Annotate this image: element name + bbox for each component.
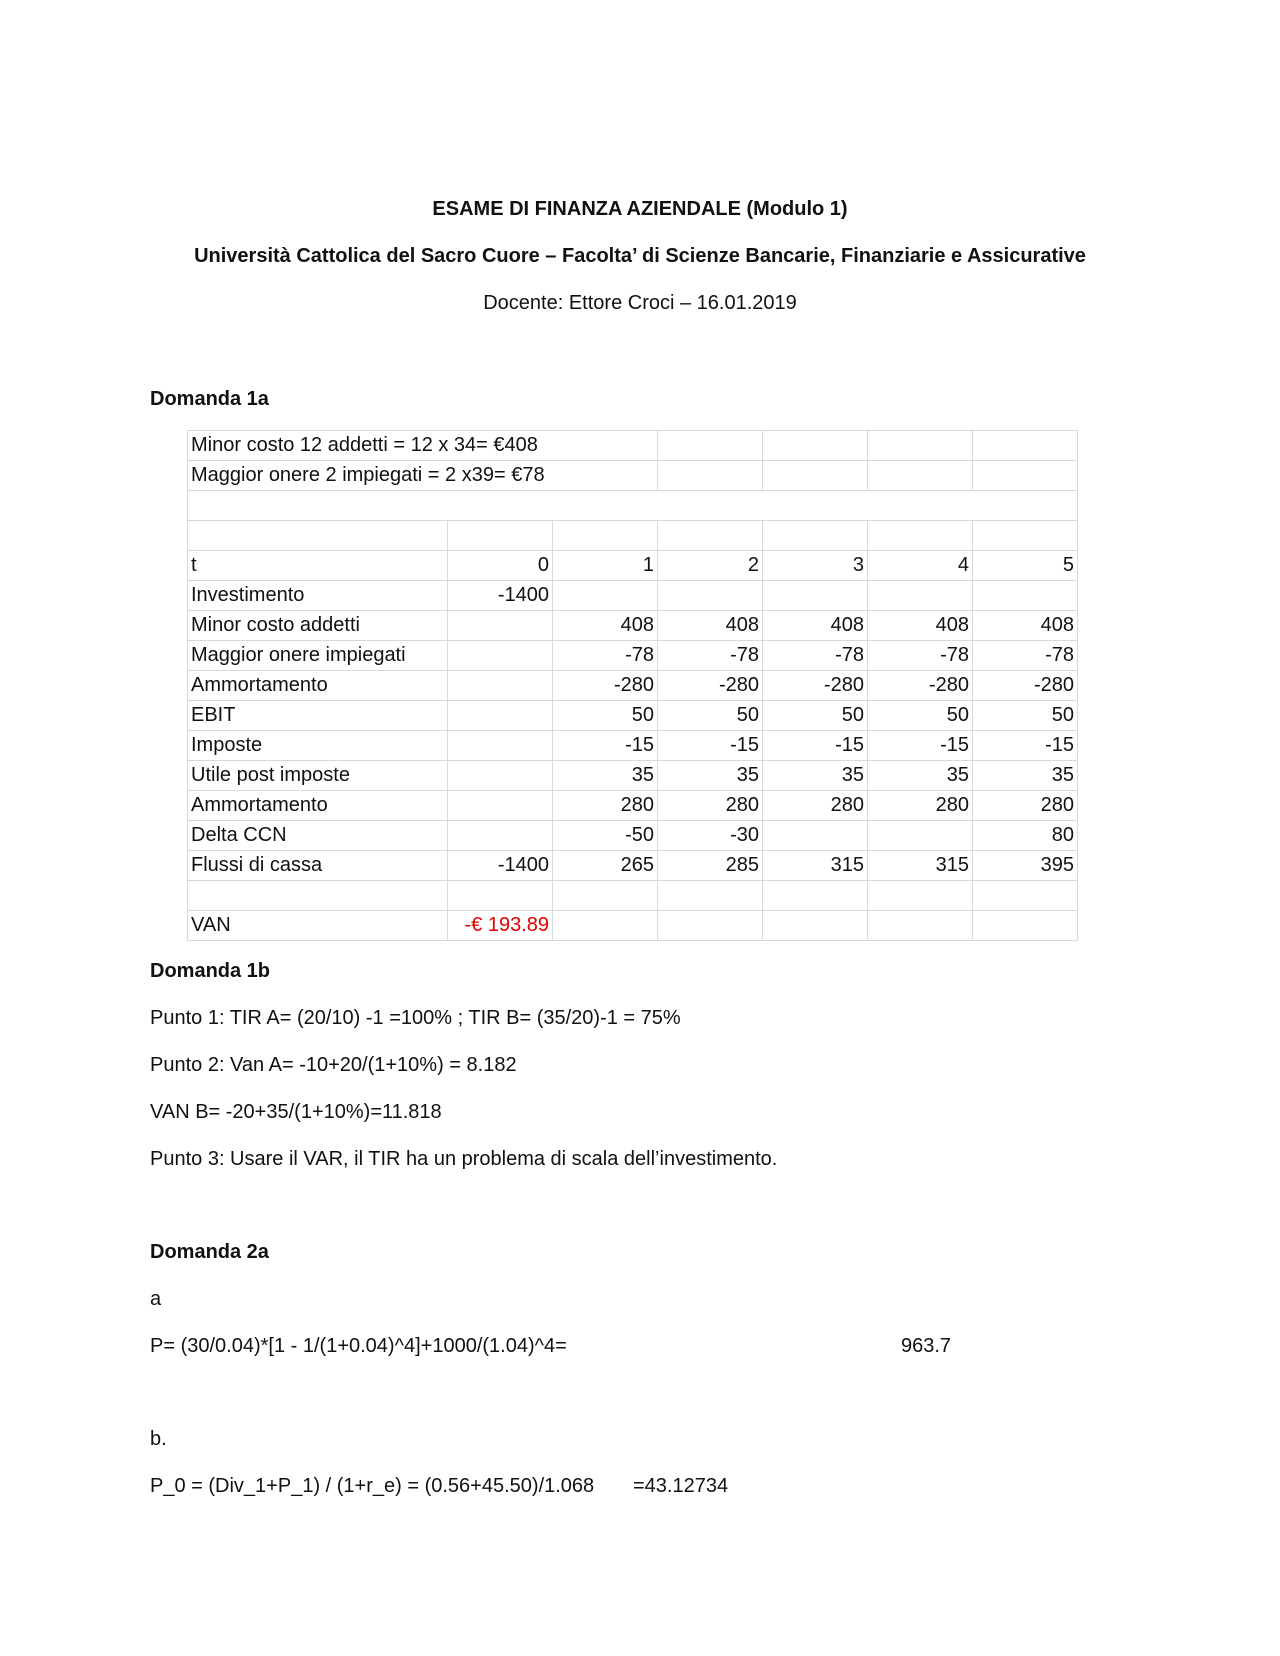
cell: [448, 821, 553, 851]
cell: -1400: [448, 851, 553, 881]
cell: 265: [553, 851, 658, 881]
heading-domanda-2a: Domanda 2a: [150, 1241, 269, 1263]
cell: [868, 821, 973, 851]
cell: [763, 581, 868, 611]
cell: 395: [973, 851, 1078, 881]
cell: -280: [658, 671, 763, 701]
table-row: [188, 821, 1078, 851]
note-minor-costo: Minor costo 12 addetti = 12 x 34= €408: [188, 431, 658, 461]
note-row-2: [188, 461, 1078, 491]
cell: -78: [553, 641, 658, 671]
heading-domanda-1b: Domanda 1b: [150, 960, 271, 982]
cell: [448, 731, 553, 761]
part-b-formula: P_0 = (Div_1+P_1) / (1+r_e) = (0.56+45.50)/1.068: [150, 1475, 595, 1497]
cell: -280: [973, 671, 1078, 701]
cell: -78: [658, 641, 763, 671]
van-label: VAN: [188, 911, 448, 941]
cell: [763, 821, 868, 851]
cell: 408: [868, 611, 973, 641]
cell: -50: [553, 821, 658, 851]
part-a-label: a: [150, 1288, 162, 1310]
cell: 35: [658, 761, 763, 791]
cell: [973, 581, 1078, 611]
cell: 35: [973, 761, 1078, 791]
cell: 2: [658, 551, 763, 581]
table-row: [188, 611, 1078, 641]
empty-row: [188, 521, 1078, 551]
cell: -15: [868, 731, 973, 761]
cell: 280: [868, 791, 973, 821]
cell: 408: [763, 611, 868, 641]
cell: -78: [973, 641, 1078, 671]
cell: 285: [658, 851, 763, 881]
row-label: Ammortamento: [188, 671, 448, 701]
cell: 408: [658, 611, 763, 641]
cell: 408: [553, 611, 658, 641]
part-b-result: =43.12734: [633, 1475, 729, 1497]
cell: -15: [763, 731, 868, 761]
row-label: Delta CCN: [188, 821, 448, 851]
cell: [448, 611, 553, 641]
cash-flow-table: [187, 430, 1078, 941]
empty-row: [188, 881, 1078, 911]
cell: 50: [763, 701, 868, 731]
cell: 315: [868, 851, 973, 881]
table-row: [188, 641, 1078, 671]
cell: -280: [553, 671, 658, 701]
punto-3: Punto 3: Usare il VAR, il TIR ha un problema di scala dell’investimento.: [150, 1148, 778, 1170]
row-label: EBIT: [188, 701, 448, 731]
university-line: Università Cattolica del Sacro Cuore – Facolta’ di Scienze Bancarie, Finanziarie e Assicurative: [194, 245, 1086, 267]
punto-2: Punto 2: Van A= -10+20/(1+10%) = 8.182: [150, 1054, 517, 1076]
cell: 50: [868, 701, 973, 731]
cell: [448, 641, 553, 671]
table-row: [188, 761, 1078, 791]
heading-domanda-1a: Domanda 1a: [150, 388, 269, 410]
cell: -30: [658, 821, 763, 851]
cell: [448, 701, 553, 731]
cell: 408: [973, 611, 1078, 641]
row-label: Imposte: [188, 731, 448, 761]
row-label: Minor costo addetti: [188, 611, 448, 641]
cell: -15: [973, 731, 1078, 761]
cell: 50: [973, 701, 1078, 731]
cell: [868, 581, 973, 611]
van-value: -€ 193.89: [448, 911, 553, 941]
cell: 4: [868, 551, 973, 581]
table-row: [188, 581, 1078, 611]
cell: 315: [763, 851, 868, 881]
part-a-result: 963.7: [901, 1335, 952, 1357]
cell: 5: [973, 551, 1078, 581]
table-row: [188, 671, 1078, 701]
exam-title: ESAME DI FINANZA AZIENDALE (Modulo 1): [432, 198, 848, 220]
table-row: [188, 731, 1078, 761]
row-label: Flussi di cassa: [188, 851, 448, 881]
cell: -15: [658, 731, 763, 761]
cell: 0: [448, 551, 553, 581]
cell: [553, 581, 658, 611]
cell: [448, 761, 553, 791]
note-maggior-onere: Maggior onere 2 impiegati = 2 x39= €78: [188, 461, 658, 491]
row-label: Ammortamento: [188, 791, 448, 821]
cell: 35: [763, 761, 868, 791]
row-label: Maggior onere impiegati: [188, 641, 448, 671]
van-b-line: VAN B= -20+35/(1+10%)=11.818: [150, 1101, 442, 1123]
cell: -78: [763, 641, 868, 671]
cell: 50: [658, 701, 763, 731]
docente-line: Docente: Ettore Croci – 16.01.2019: [483, 292, 797, 314]
part-b-label: b.: [150, 1428, 167, 1450]
cell: 35: [868, 761, 973, 791]
part-a-formula: P= (30/0.04)*[1 - 1/(1+0.04)^4]+1000/(1.04)^4=: [150, 1335, 567, 1357]
cell: 50: [553, 701, 658, 731]
row-label: t: [188, 551, 448, 581]
cell: 1: [553, 551, 658, 581]
cell: -280: [868, 671, 973, 701]
cell: [448, 671, 553, 701]
cell: -15: [553, 731, 658, 761]
table-row: [188, 551, 1078, 581]
cell: 35: [553, 761, 658, 791]
cell: 80: [973, 821, 1078, 851]
cell: 280: [763, 791, 868, 821]
cell: [658, 581, 763, 611]
cell: 280: [553, 791, 658, 821]
cell: [448, 791, 553, 821]
table-row: [188, 791, 1078, 821]
cell: 280: [658, 791, 763, 821]
empty-row: [188, 491, 1078, 521]
table-row: [188, 851, 1078, 881]
punto-1: Punto 1: TIR A= (20/10) -1 =100% ; TIR B= (35/20)-1 = 75%: [150, 1007, 681, 1029]
cell: -280: [763, 671, 868, 701]
note-row-1: [188, 431, 1078, 461]
row-label: Utile post imposte: [188, 761, 448, 791]
cell: 3: [763, 551, 868, 581]
cell: 280: [973, 791, 1078, 821]
cell: -78: [868, 641, 973, 671]
van-row: [188, 911, 1078, 941]
row-label: Investimento: [188, 581, 448, 611]
cell: -1400: [448, 581, 553, 611]
table-row: [188, 701, 1078, 731]
